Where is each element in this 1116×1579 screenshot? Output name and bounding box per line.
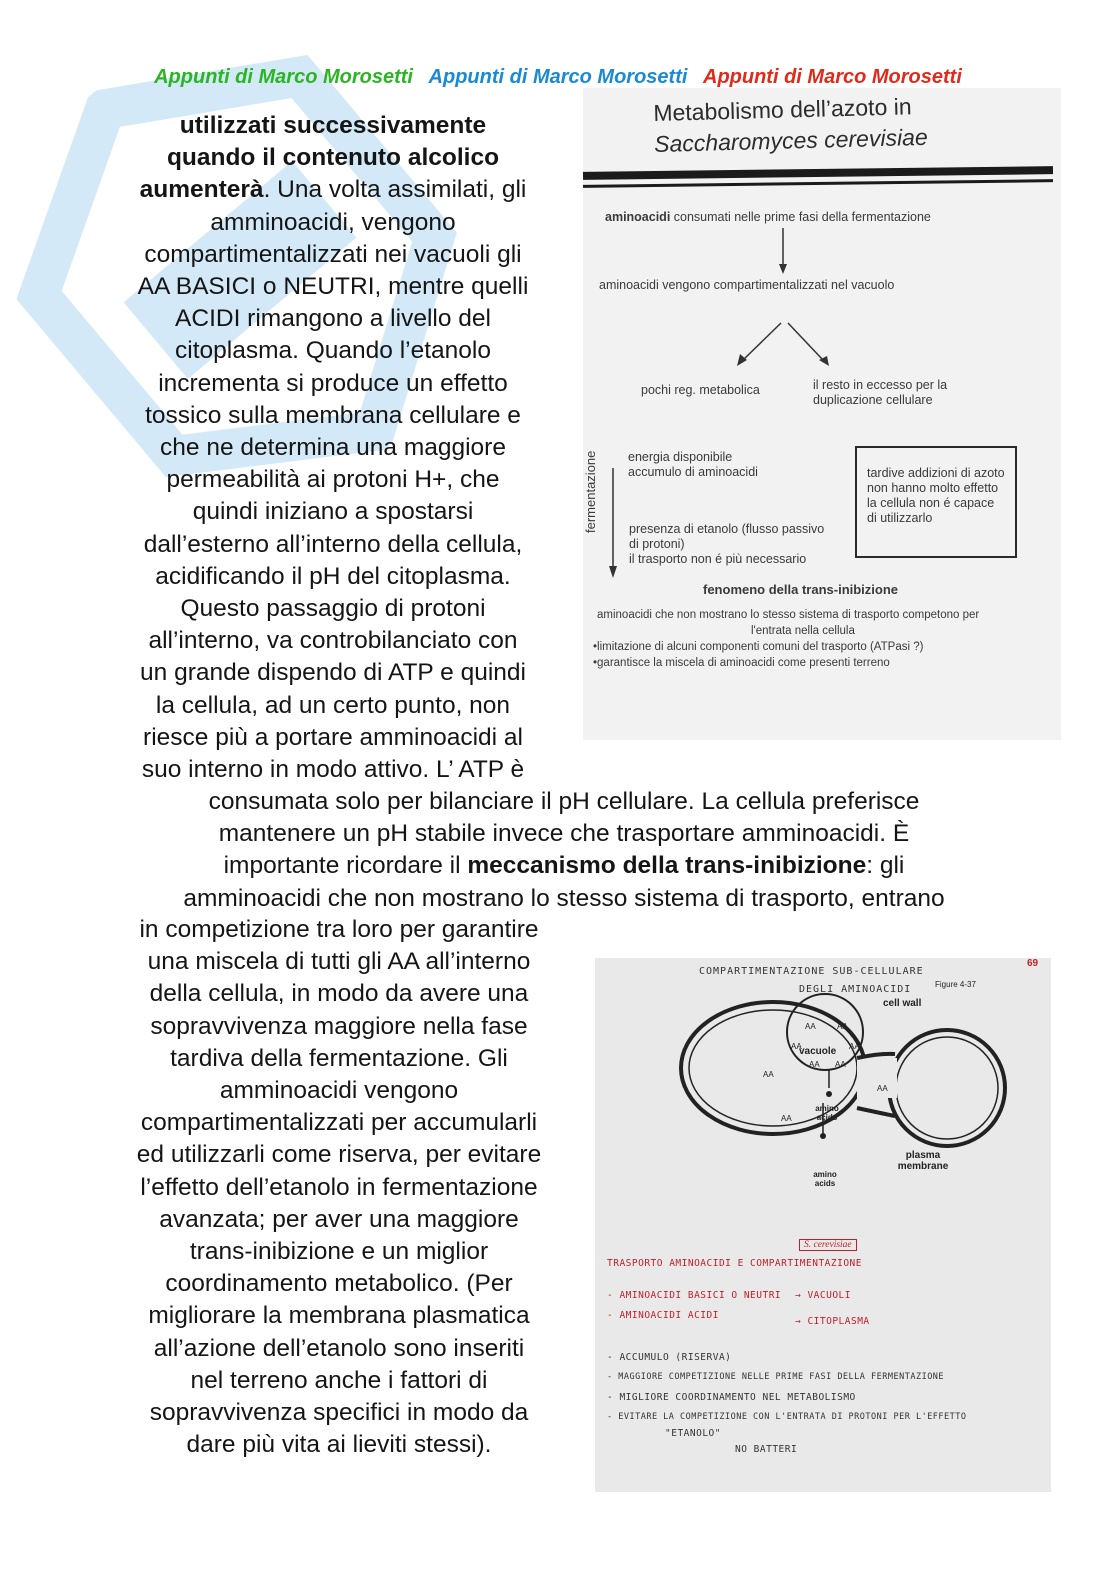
- text-line: trans-inibizione e un miglior: [189, 1238, 489, 1266]
- body-block-2: [0, 786, 1116, 915]
- text-line: sopravvivenza specifici in modo da: [149, 1399, 529, 1427]
- text-line: compartimentalizzati nei vacuoli gli: [144, 240, 522, 268]
- text-line: all’interno, va controbilanciato con: [148, 627, 518, 655]
- text-line: avanzata; per aver una maggiore: [159, 1205, 519, 1233]
- figure2-aa-label: AA: [809, 1060, 820, 1069]
- figure1-title: [653, 91, 928, 160]
- text-line: compartimentalizzati per accumularli: [140, 1109, 538, 1137]
- figure1-energy: energia disponibile accumulo di aminoacidi: [628, 450, 758, 479]
- figure1-ethanol: presenza di etanolo (flusso passivo di protoni) il trasporto non é più necessario: [629, 522, 825, 566]
- figure-compartmentalization: [595, 958, 1051, 1492]
- figure2-acid-aa: - AMINOACIDI ACIDI: [607, 1310, 719, 1321]
- figure1-title-line: Metabolismo dell’azoto in: [653, 93, 912, 126]
- text-line: dall’esterno all’interno della cellula,: [143, 530, 523, 558]
- figure1-step-2: aminoacidi vengono compartimentalizzati nel vacuolo: [599, 278, 895, 292]
- text-line: amminoacidi, vengono: [210, 208, 456, 236]
- text-line: citoplasma. Quando l’etanolo: [175, 337, 491, 365]
- figure2-aa-label: AA: [763, 1070, 774, 1079]
- figure2-species-label: S. cerevisiae: [799, 1239, 857, 1251]
- figure1-branch-left: pochi reg. metabolica: [641, 383, 760, 397]
- figure1-title-line: Saccharomyces cerevisiae: [653, 123, 929, 157]
- figure2-aa-label: AA: [835, 1060, 846, 1069]
- text-line: in competizione tra loro per garantire: [139, 916, 539, 943]
- figure2-aa-label: AA: [781, 1114, 792, 1123]
- figure1-branch-right: il resto in eccesso per la duplicazione cellulare: [813, 378, 948, 407]
- figure2-aa-label: AA: [849, 1042, 860, 1051]
- text-line: dare più vita ai lieviti stessi).: [186, 1431, 492, 1459]
- text-line: permeabilità ai protoni H+, che: [166, 466, 500, 494]
- figure1-trans-1: aminoacidi che non mostrano lo stesso sistema di trasporto competono per: [597, 609, 980, 621]
- text-line: l’effetto dell’etanolo in fermentazione: [140, 1173, 538, 1201]
- figure2-acid-aa-dest: → CITOPLASMA: [795, 1316, 870, 1327]
- text-line: una miscela di tutti gli AA all’interno: [147, 948, 531, 976]
- text-line: suo interno in modo attivo. L’ ATP è: [141, 756, 525, 784]
- text-line: amminoacidi che non mostrano lo stesso sistema di trasporto, entrano: [183, 884, 945, 912]
- figure1-trans-title: fenomeno della trans-inibizione: [703, 582, 899, 597]
- text-line: mantenere un pH stabile invece che trasportare amminoacidi. È: [218, 820, 910, 848]
- text-line: incrementa si produce un effetto: [158, 369, 508, 397]
- figure2-ref: Figure 4-37: [935, 980, 976, 989]
- figure2-note-6: NO BATTERI: [735, 1444, 798, 1455]
- page-header: [0, 66, 1116, 89]
- figure2-aa-label: AA: [791, 1042, 802, 1051]
- figure2-amino-acids-label: amino acids: [815, 1104, 839, 1122]
- figure1-trans-2: l'entrata nella cellula: [751, 625, 855, 637]
- figure2-plasma-membrane-label: plasma membrane: [897, 1150, 949, 1172]
- figure2-aa-label: AA: [805, 1022, 816, 1031]
- text-line: che ne determina una maggiore: [160, 434, 506, 462]
- text-line: ed utilizzarli come riserva, per evitare: [136, 1141, 542, 1169]
- text-line: AA BASICI o NEUTRI, mentre quelli: [137, 273, 529, 301]
- body-block-3: [104, 914, 574, 1461]
- text-line: aumenterà. Una volta assimilati, gli: [139, 176, 527, 204]
- body-block-1: [110, 110, 556, 786]
- header-credit-1: Appunti di Marco Morosetti: [154, 66, 413, 88]
- text-line: amminoacidi vengono: [219, 1077, 459, 1105]
- figure2-basic-aa: - AMINOACIDI BASICI O NEUTRI: [607, 1290, 782, 1301]
- text-line: sopravvivenza maggiore nella fase: [150, 1012, 528, 1040]
- figure1-trans-4: •garantisce la miscela di aminoacidi come presenti terreno: [593, 657, 890, 669]
- text-line: un grande dispendo di ATP e quindi: [140, 659, 526, 687]
- text-line: della cellula, in modo da avere una: [149, 980, 529, 1008]
- figure1-axis-label: fermentazione: [583, 450, 598, 533]
- text-line: tardiva della fermentazione. Gli: [170, 1044, 508, 1072]
- figure2-note-4: - EVITARE LA COMPETIZIONE CON L'ENTRATA DI PROTONI PER L'EFFETTO: [607, 1412, 967, 1422]
- text-line: importante ricordare il meccanismo della trans-inibizione: gli: [223, 852, 905, 880]
- figure2-aa-label: AA: [877, 1084, 888, 1093]
- text-line: tossico sulla membrana cellulare e: [145, 401, 521, 429]
- figure2-vacuole-label: vacuole: [799, 1046, 837, 1057]
- text-line: la cellula, ad un certo punto, non: [155, 691, 511, 719]
- figure2-cell-wall-label: cell wall: [883, 998, 922, 1009]
- text-line: quando il contenuto alcolico: [166, 144, 500, 172]
- text-line: Questo passaggio di protoni: [180, 595, 486, 623]
- figure2-basic-aa-dest: → VACUOLI: [795, 1290, 851, 1301]
- figure2-note-1: - ACCUMULO (RISERVA): [607, 1352, 732, 1363]
- text-line: nel terreno anche i fattori di: [190, 1366, 488, 1394]
- figure2-note-3: - MIGLIORE COORDINAMENTO NEL METABOLISMO: [607, 1392, 856, 1403]
- text-line: ACIDI rimangono a livello del: [175, 305, 491, 333]
- figure2-amino-acids-label: amino acids: [813, 1170, 837, 1188]
- figure2-aa-label: AA: [837, 1022, 848, 1031]
- figure2-title-2: DEGLI AMINOACIDI: [799, 984, 912, 995]
- figure1-box-text: tardive addizioni di azoto non hanno molto effetto la cellula non é capace di utilizzarlo: [867, 466, 1005, 525]
- figure2-note-5: "ETANOLO": [665, 1428, 721, 1439]
- text-line: consumata solo per bilanciare il pH cellulare. La cellula preferisce: [208, 788, 920, 815]
- figure1-step-1: aminoacidi consumati nelle prime fasi della fermentazione: [605, 210, 931, 224]
- figure2-note-2: - MAGGIORE COMPETIZIONE NELLE PRIME FASI DELLA FERMENTAZIONE: [607, 1372, 945, 1382]
- text-line: migliorare la membrana plasmatica: [148, 1302, 530, 1330]
- text-line: acidificando il pH del citoplasma.: [155, 562, 511, 590]
- figure2-title-1: COMPARTIMENTAZIONE SUB-CELLULARE: [699, 966, 924, 977]
- text-line: utilizzati successivamente: [179, 112, 487, 139]
- figure2-transport-title: TRASPORTO AMINOACIDI E COMPARTIMENTAZIONE: [607, 1258, 862, 1269]
- text-line: riesce più a portare amminoacidi al: [143, 723, 523, 751]
- header-credit-3: Appunti di Marco Morosetti: [703, 66, 962, 88]
- figure1-trans-3: •limitazione di alcuni componenti comuni del trasporto (ATPasi ?): [593, 641, 924, 653]
- figure2-page-num: 69: [1027, 958, 1039, 969]
- text-line: all’azione dell’etanolo sono inseriti: [153, 1334, 525, 1362]
- figure-nitrogen-metabolism: [583, 88, 1061, 740]
- text-line: coordinamento metabolico. (Per: [165, 1270, 513, 1298]
- text-line: quindi iniziano a spostarsi: [192, 498, 474, 526]
- header-credit-2: Appunti di Marco Morosetti: [428, 66, 688, 88]
